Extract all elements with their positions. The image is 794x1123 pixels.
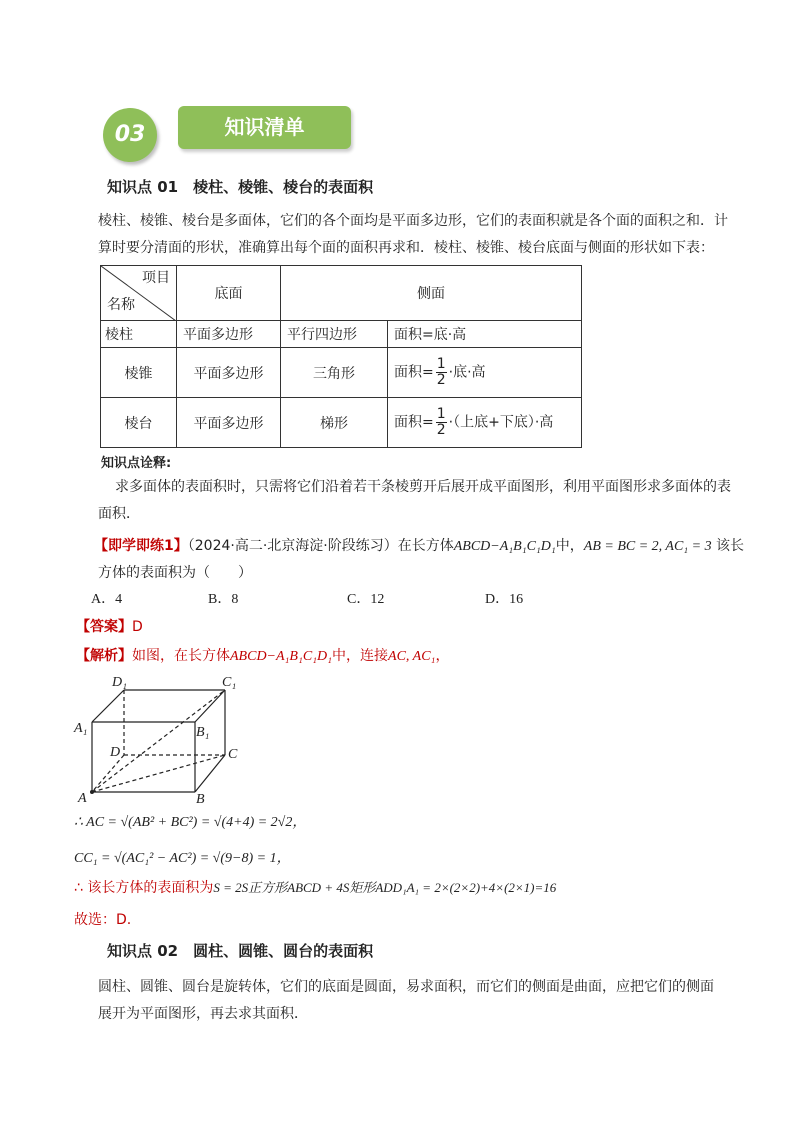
header-side: 侧面 [281,266,582,321]
surface-area-math: S = 2S正方形ABCD + 4S矩形ADD₁A₁ = 2×(2×2)+4×(2×1)=16 [213,880,557,895]
option-d: D．16 [485,592,524,607]
label-a: A [78,791,87,806]
section-title-banner [178,106,351,149]
equation-cc1-text: CC₁ = √(AC₁² − AC²) = √(9−8) = 1， [74,851,291,866]
note-line-1: 求多面体的表面积时，只需将它们沿着若干条棱剪开后展开成平面图形，利用平面图形求多面体的表 [115,479,731,495]
knowledge-point-1-heading: 知识点 01 棱柱、棱锥、棱台的表面积 [107,178,374,196]
label-d1: D₁ [112,675,127,690]
corner-top-label: 项目 [142,270,170,286]
row-base: 平面多边形 [177,321,281,348]
section-number: 03 [114,122,146,147]
exercise-cond: AB = BC = 2, AC₁ = 3 [583,539,712,554]
analysis-tail: 中，连接 [332,648,389,664]
section-title: 知识清单 [224,115,305,139]
row-area [388,398,582,448]
option-b: B．8 [208,592,239,607]
exercise-line-2: 方体的表面积为（ ） [98,565,252,581]
analysis-tag: 【解析】 [76,648,132,664]
option-c: C．12 [347,592,385,607]
equation-cc1 [74,845,291,872]
row-area: 面积=底·高 [388,321,582,348]
corner-bottom-label: 名称 [107,297,135,313]
label-b: B [196,792,205,807]
area-prefix: 面积= [394,414,434,431]
note-label: 知识点诠释: [101,456,172,471]
denominator: 2 [436,422,446,438]
answer-line [76,614,143,640]
exercise-line-1 [94,533,744,560]
answer-value: D [132,619,143,635]
row-side-shape: 梯形 [281,398,388,448]
section2-line-2: 展开为平面图形，再去求其面积． [98,1006,308,1022]
table-row [101,348,582,398]
area-suffix: ·底·高 [448,364,486,381]
row-side-shape: 三角形 [281,348,388,398]
surface-area-text: ∴ 该长方体的表面积为 [74,880,214,896]
equation-ac-text: ∴ AC = √(AB² + BC²) = √(4+4) = 2√2， [74,815,307,830]
section-number-badge [103,108,157,162]
analysis-end: ， [435,648,450,664]
shape-table [100,265,582,448]
table-corner-cell [101,266,177,321]
fraction [436,357,447,388]
denominator: 2 [436,372,446,388]
numerator: 1 [436,356,446,372]
knowledge-point-2-heading: 知识点 02 圆柱、圆锥、圆台的表面积 [107,942,374,960]
row-side-shape: 平行四边形 [281,321,388,348]
analysis-text: 如图，在长方体 [132,648,230,664]
row-name: 棱台 [101,398,177,448]
row-name: 棱锥 [101,348,177,398]
fraction [436,407,447,438]
label-c: C [228,747,238,762]
row-base: 平面多边形 [177,348,281,398]
row-base: 平面多边形 [177,398,281,448]
surface-area-line [74,875,556,901]
label-b1: B₁ [196,725,210,740]
intro-line-1: 棱柱、棱锥、棱台是多面体，它们的各个面均是平面多边形，它们的表面积就是各个面的面积之和．计 [98,213,728,229]
intro-line-2: 算时要分清面的形状，准确算出每个面的面积再求和．棱柱、棱锥、棱台底面与侧面的形状如下表： [98,240,714,256]
label-c1: C₁ [222,675,237,690]
option-a: A．4 [91,592,123,607]
cuboid-figure [72,672,247,807]
row-area [388,348,582,398]
area-prefix: 面积= [394,364,434,381]
header-base: 底面 [177,266,281,321]
exercise-solid: ABCD−A₁B₁C₁D₁ [453,539,556,554]
exercise-cond-prefix: 中， [555,538,584,554]
analysis-line [76,643,449,670]
numerator: 1 [436,406,446,422]
label-d: D [110,745,121,760]
exercise-cond-suffix: 该长 [711,538,745,554]
equation-ac [74,810,306,836]
area-suffix: ·（上底+下底）·高 [448,414,554,431]
exercise-source: （2024·高二·北京海淀·阶段练习）在长方体 [187,538,454,554]
table-row [101,321,582,348]
section2-line-1: 圆柱、圆锥、圆台是旋转体，它们的底面是圆面，易求面积，而它们的侧面是曲面，应把它们的侧面 [98,979,714,995]
note-line-2: 面积． [98,506,140,522]
analysis-lines: AC, AC₁ [388,649,436,664]
row-name: 棱柱 [101,321,177,348]
conclusion: 故选：D. [74,912,132,928]
exercise-tag: 【即学即练1】 [94,538,188,554]
label-a1: A₁ [74,721,88,736]
analysis-solid: ABCD−A₁B₁C₁D₁ [230,649,333,664]
answer-tag: 【答案】 [76,619,132,635]
table-row [101,398,582,448]
